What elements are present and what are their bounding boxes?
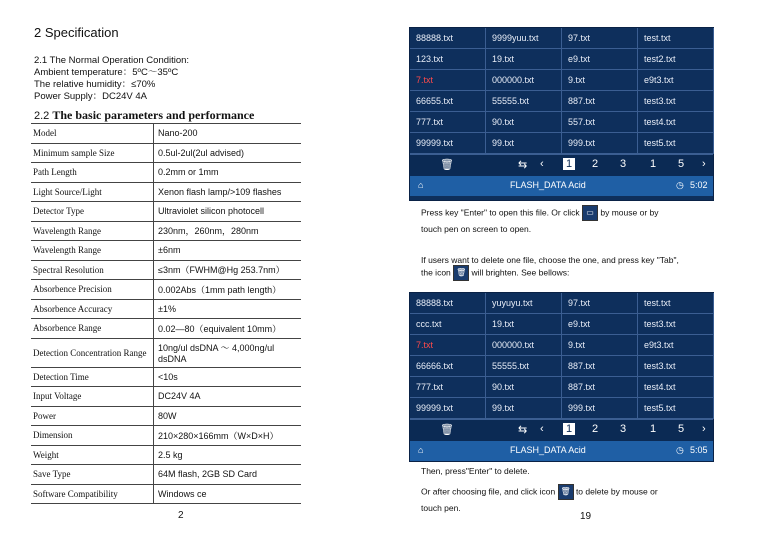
spec-value: ≤3nm（FWHM@Hg 253.7nm） — [154, 260, 302, 280]
file-item[interactable]: 99999.txt — [410, 133, 486, 154]
file-browser-screen — [409, 27, 714, 201]
spec-value: 10ng/ul dsDNA ～ 4,000ng/ul dsDNA — [154, 338, 302, 367]
spec-row — [31, 367, 301, 387]
file-item[interactable]: 90.txt — [486, 377, 562, 398]
next-page-icon[interactable]: › — [702, 158, 706, 170]
file-item[interactable]: 9999yuu.txt — [486, 28, 562, 49]
file-item[interactable]: 777.txt — [410, 377, 486, 398]
page-button[interactable]: 1 — [650, 423, 657, 435]
file-item[interactable]: test5.txt — [638, 133, 714, 154]
spec-value: DC24V 4A — [154, 387, 302, 407]
spec-value: Xenon flash lamp/>109 flashes — [154, 182, 302, 202]
spec-row — [31, 260, 301, 280]
file-item[interactable]: 88888.txt — [410, 28, 486, 49]
file-item[interactable]: 999.txt — [562, 133, 638, 154]
spec-row — [31, 202, 301, 222]
instruction-text: by mouse or by — [600, 207, 659, 218]
file-item[interactable]: 97.txt — [562, 28, 638, 49]
spec-value: 230nm，260nm，280nm — [154, 221, 302, 241]
file-item[interactable]: 999.txt — [562, 398, 638, 419]
spec-key: Detection Concentration Range — [31, 338, 154, 367]
spec-row — [31, 280, 301, 300]
file-item[interactable]: 99.txt — [486, 133, 562, 154]
page-number-left: 2 — [178, 510, 184, 521]
file-item[interactable]: 7.txt — [410, 335, 486, 356]
status-text: FLASH_DATA Acid — [510, 180, 586, 190]
file-item[interactable]: 19.txt — [486, 314, 562, 335]
spec-key: Wavelength Range — [31, 221, 154, 241]
spec-value: ±6nm — [154, 241, 302, 261]
page-number-right: 19 — [580, 511, 592, 522]
spec-row — [31, 484, 301, 504]
condition-line: Power Supply：DC24V 4A — [34, 91, 147, 102]
instruction-delete: If users want to delete one file, choose the one, and press key "Tab", — [421, 255, 679, 265]
file-browser-screen-delete — [409, 292, 714, 462]
file-item[interactable]: test4.txt — [638, 377, 714, 398]
file-item[interactable]: e9.txt — [562, 49, 638, 70]
section-heading: 2 Specification — [34, 25, 119, 40]
status-text: FLASH_DATA Acid — [510, 445, 586, 455]
usb-icon[interactable]: ⇆ — [518, 424, 528, 436]
file-item[interactable]: test3.txt — [638, 91, 714, 112]
page-button[interactable]: 5 — [678, 423, 685, 435]
status-bar — [410, 441, 713, 461]
spec-key: Save Type — [31, 465, 154, 485]
file-item[interactable]: 887.txt — [562, 377, 638, 398]
subsection-heading — [34, 108, 254, 123]
spec-value: 210×280×166mm（W×D×H） — [154, 426, 302, 446]
spec-row — [31, 299, 301, 319]
spec-key: Software Compatibility — [31, 484, 154, 504]
spec-value: 64M flash, 2GB SD Card — [154, 465, 302, 485]
page-button[interactable]: 2 — [592, 158, 599, 170]
open-file-icon: ▭ — [582, 205, 598, 221]
spec-row — [31, 319, 301, 339]
spec-row — [31, 221, 301, 241]
instruction-open-cont: touch pen on screen to open. — [421, 224, 532, 234]
condition-line: The relative humidity：≤70% — [34, 79, 156, 90]
instruction-delete-cont — [421, 265, 569, 281]
subsection-title: The basic parameters and performance — [52, 108, 255, 122]
instruction-open — [421, 205, 751, 221]
home-icon[interactable]: ⌂ — [418, 180, 424, 190]
next-page-icon[interactable]: › — [702, 423, 706, 435]
page-button[interactable]: 1 — [650, 158, 657, 170]
page-button[interactable]: 5 — [678, 158, 685, 170]
spec-key: Detector Type — [31, 202, 154, 222]
prev-page-icon[interactable]: ‹ — [540, 423, 544, 435]
clock-icon: ◷ — [676, 445, 684, 455]
file-item[interactable]: 7.txt — [410, 70, 486, 91]
trash-icon[interactable]: 🗑 — [440, 424, 454, 436]
file-item[interactable]: 97.txt — [562, 293, 638, 314]
file-item[interactable]: 55555.txt — [486, 356, 562, 377]
file-item[interactable]: test3.txt — [638, 314, 714, 335]
usb-icon[interactable]: ⇆ — [518, 159, 528, 171]
file-item[interactable]: 9.txt — [562, 70, 638, 91]
spec-key: Power — [31, 406, 154, 426]
spec-row — [31, 338, 301, 367]
file-item[interactable]: ccc.txt — [410, 314, 486, 335]
file-item[interactable]: 90.txt — [486, 112, 562, 133]
spec-row — [31, 406, 301, 426]
clock-icon: ◷ — [676, 180, 684, 190]
instruction-text: Press key "Enter" to open this file. Or click — [421, 207, 580, 218]
spec-value: 2.5 kg — [154, 445, 302, 465]
spec-value: 80W — [154, 406, 302, 426]
spec-key: Minimum sample Size — [31, 143, 154, 163]
spec-key: Model — [31, 124, 154, 144]
file-item[interactable]: 99.txt — [486, 398, 562, 419]
file-item[interactable]: yuyuyu.txt — [486, 293, 562, 314]
file-item[interactable]: 55555.txt — [486, 91, 562, 112]
spec-row — [31, 163, 301, 183]
spec-table — [31, 123, 301, 504]
spec-row — [31, 124, 301, 144]
instruction-click-icon — [421, 484, 761, 500]
operation-conditions — [34, 55, 189, 103]
file-item[interactable]: test.txt — [638, 28, 714, 49]
spec-value: 0.002Abs（1mm path length） — [154, 280, 302, 300]
file-item[interactable]: 000000.txt — [486, 70, 562, 91]
instruction-text: Or after choosing file, and click icon — [421, 486, 556, 497]
clock-time: 5:02 — [690, 180, 708, 190]
spec-row — [31, 445, 301, 465]
file-item[interactable]: 887.txt — [562, 356, 638, 377]
page-button[interactable]: 1 — [563, 423, 575, 435]
spec-value: ±1% — [154, 299, 302, 319]
file-item[interactable]: 88888.txt — [410, 293, 486, 314]
instruction-touch: touch pen. — [421, 503, 461, 513]
subsection-number: 2.2 — [34, 110, 50, 122]
home-icon[interactable]: ⌂ — [418, 445, 424, 455]
file-item[interactable]: test3.txt — [638, 356, 714, 377]
spec-key: Path Length — [31, 163, 154, 183]
file-item[interactable]: 000000.txt — [486, 335, 562, 356]
page-button[interactable]: 2 — [592, 423, 599, 435]
file-item[interactable]: 777.txt — [410, 112, 486, 133]
spec-value: Nano-200 — [154, 124, 302, 144]
spec-key: Light Source/Light — [31, 182, 154, 202]
instruction-text: the icon — [421, 267, 451, 278]
file-item[interactable]: test4.txt — [638, 112, 714, 133]
spec-value: Windows ce — [154, 484, 302, 504]
file-item[interactable]: 99999.txt — [410, 398, 486, 419]
clock-time: 5:05 — [690, 445, 708, 455]
page-button[interactable]: 1 — [563, 158, 575, 170]
file-item[interactable]: 123.txt — [410, 49, 486, 70]
delete-icon: 🗑 — [453, 265, 469, 281]
spec-key: Absorbence Accuracy — [31, 299, 154, 319]
spec-row — [31, 387, 301, 407]
spec-key: Absorbence Precision — [31, 280, 154, 300]
file-item[interactable]: 557.txt — [562, 112, 638, 133]
spec-key: Input Voltage — [31, 387, 154, 407]
spec-row — [31, 465, 301, 485]
file-item[interactable]: test5.txt — [638, 398, 714, 419]
spec-value: <10s — [154, 367, 302, 387]
spec-key: Wavelength Range — [31, 241, 154, 261]
file-toolbar — [410, 419, 713, 442]
spec-key: Absorbence Range — [31, 319, 154, 339]
spec-row — [31, 143, 301, 163]
spec-row — [31, 426, 301, 446]
spec-row — [31, 241, 301, 261]
prev-page-icon[interactable]: ‹ — [540, 158, 544, 170]
spec-value: Ultraviolet silicon photocell — [154, 202, 302, 222]
spec-value: 0.2mm or 1mm — [154, 163, 302, 183]
page-button[interactable]: 3 — [620, 423, 627, 435]
file-item[interactable]: e9.txt — [562, 314, 638, 335]
file-item[interactable]: test2.txt — [638, 49, 714, 70]
file-item[interactable]: e9t3.txt — [638, 335, 714, 356]
spec-value: 0.5ul-2ul(2ul advised) — [154, 143, 302, 163]
conditions-title: 2.1 The Normal Operation Condition: — [34, 55, 190, 66]
file-item[interactable]: 66666.txt — [410, 356, 486, 377]
instruction-text: to delete by mouse or — [575, 486, 658, 497]
spec-row — [31, 182, 301, 202]
instruction-enter: Then, press"Enter" to delete. — [421, 466, 530, 476]
delete-icon: 🗑 — [558, 484, 574, 500]
file-item[interactable]: 9.txt — [562, 335, 638, 356]
spec-key: Dimension — [31, 426, 154, 446]
spec-value: 0.02—80（equivalent 10mm） — [154, 319, 302, 339]
status-bar — [410, 176, 713, 196]
condition-line: Ambient temperature：5ºC～35ºC — [34, 67, 179, 78]
file-toolbar — [410, 154, 713, 177]
file-item[interactable]: 887.txt — [562, 91, 638, 112]
spec-key: Detection Time — [31, 367, 154, 387]
spec-key: Spectral Resolution — [31, 260, 154, 280]
file-item[interactable]: 66655.txt — [410, 91, 486, 112]
file-item[interactable]: test.txt — [638, 293, 714, 314]
spec-key: Weight — [31, 445, 154, 465]
trash-icon[interactable]: 🗑 — [440, 159, 454, 171]
file-item[interactable]: e9t3.txt — [638, 70, 714, 91]
file-item[interactable]: 19.txt — [486, 49, 562, 70]
instruction-text: will brighten. See bellows: — [471, 267, 570, 278]
page-button[interactable]: 3 — [620, 158, 627, 170]
